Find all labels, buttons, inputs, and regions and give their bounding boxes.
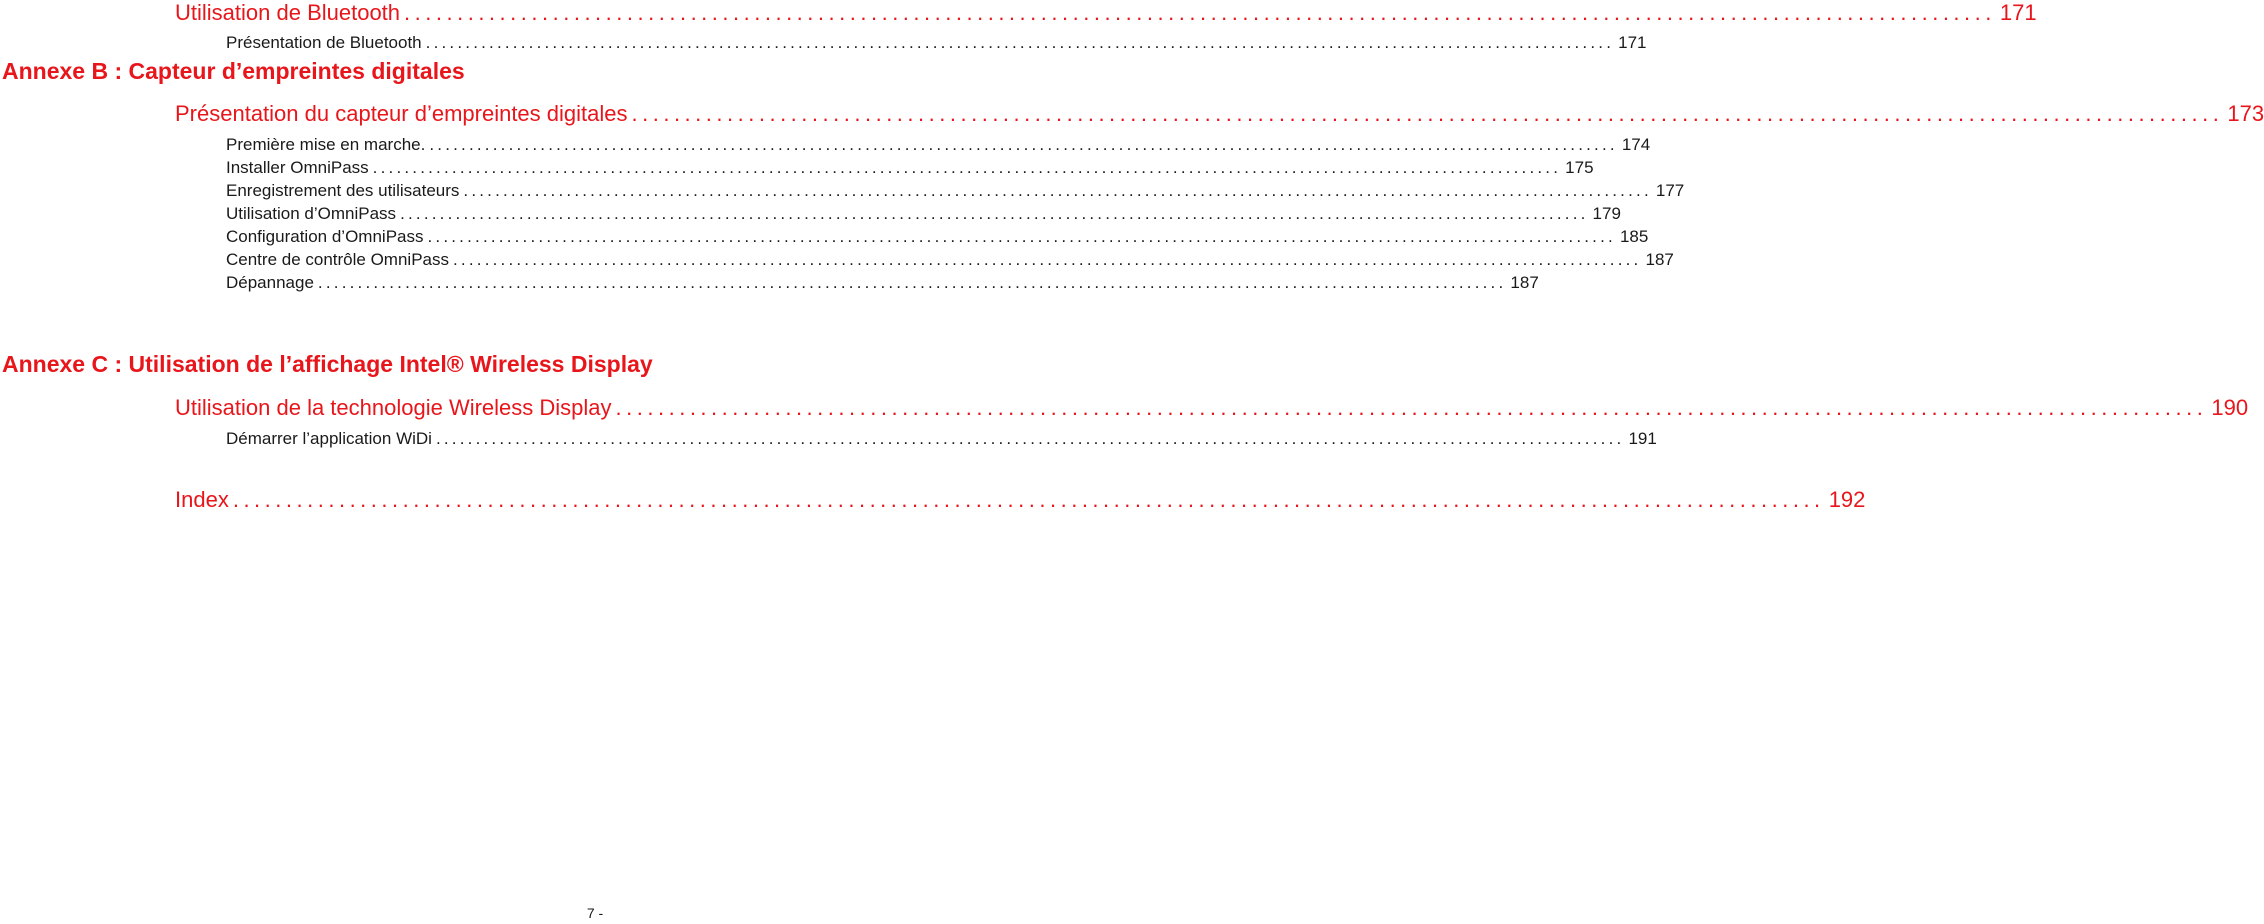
toc-page-number: 174 (1621, 135, 1651, 154)
toc-entry-wireless-display[interactable] (175, 395, 2249, 421)
toc-entry-title: Démarrer l’application WiDi (226, 429, 432, 448)
toc-page-number: 171 (1999, 0, 2037, 25)
toc-page-number: 191 (1628, 429, 1657, 448)
dot-leader: ...................................................................................................................................................... (427, 227, 1616, 246)
toc-entry-title: Enregistrement des utilisateurs (226, 181, 460, 200)
toc-subentry-start-widi[interactable] (226, 429, 1657, 449)
toc-subentry-omnipass-config[interactable] (226, 227, 1649, 247)
toc-entry-title: Dépannage (226, 273, 314, 292)
toc-page-number: 173 (2227, 101, 2264, 126)
dot-leader: ...................................................................................................................................................... (631, 101, 2224, 126)
toc-entry-fingerprint[interactable] (175, 101, 2264, 127)
dot-leader: ...................................................................................................................................................... (429, 135, 1618, 154)
dot-leader: ...................................................................................................................................................... (372, 158, 1562, 177)
dot-leader: ...................................................................................................................................................... (317, 273, 1507, 292)
toc-entry-bluetooth[interactable] (175, 0, 2037, 26)
appendix-b-heading[interactable]: Annexe B : Capteur d’empreintes digitales (2, 58, 465, 84)
dot-leader: ...................................................................................................................................................... (232, 487, 1825, 512)
toc-entry-title: Configuration d’OmniPass (226, 227, 424, 246)
toc-page-number: 179 (1592, 204, 1621, 223)
toc-subentry-user-enrollment[interactable] (226, 181, 1685, 201)
toc-entry-index[interactable] (175, 487, 1866, 513)
dot-leader: ...................................................................................................................................................... (435, 429, 1625, 448)
toc-entry-title: Utilisation de la technologie Wireless Display (175, 395, 612, 420)
dot-leader: ...................................................................................................................................................... (615, 395, 2208, 420)
toc-page-number: 175 (1565, 158, 1594, 177)
dot-leader: ...................................................................................................................................................... (453, 250, 1642, 269)
toc-subentry-using-omnipass[interactable] (226, 204, 1621, 224)
toc-subentry-first-start[interactable] (226, 135, 1651, 155)
toc-entry-title: Index (175, 487, 229, 512)
toc-page-number: 187 (1510, 273, 1539, 292)
toc-entry-title: Utilisation d’OmniPass (226, 204, 397, 223)
appendix-c-heading[interactable]: Annexe C : Utilisation de l’affichage Intel® Wireless Display (2, 351, 653, 377)
toc-page-number: 185 (1619, 227, 1649, 246)
toc-page-number: 190 (2211, 395, 2249, 420)
dot-leader: ...................................................................................................................................................... (425, 33, 1615, 52)
toc-subentry-troubleshooting[interactable] (226, 273, 1539, 293)
page-number-footer: 7 - (586, 905, 604, 921)
toc-page-number: 177 (1655, 181, 1685, 200)
toc-entry-title: Installer OmniPass (226, 158, 369, 177)
dot-leader: ...................................................................................................................................................... (400, 204, 1589, 223)
toc-subentry-omnipass-control-center[interactable] (226, 250, 1674, 270)
toc-entry-title: Présentation du capteur d’empreintes digitales (175, 101, 628, 126)
toc-page-number: 192 (1828, 487, 1866, 512)
toc-subentry-bluetooth-presentation[interactable] (226, 33, 1647, 53)
toc-entry-title: Centre de contrôle OmniPass (226, 250, 449, 269)
toc-page-number: 187 (1645, 250, 1674, 269)
toc-entry-title: Première mise en marche. (226, 135, 426, 154)
toc-page-number: 171 (1618, 33, 1647, 52)
dot-leader: ...................................................................................................................................................... (404, 0, 1996, 25)
dot-leader: ...................................................................................................................................................... (463, 181, 1652, 200)
toc-subentry-install-omnipass[interactable] (226, 158, 1594, 178)
toc-entry-title: Utilisation de Bluetooth (175, 0, 401, 25)
toc-entry-title: Présentation de Bluetooth (226, 33, 422, 52)
